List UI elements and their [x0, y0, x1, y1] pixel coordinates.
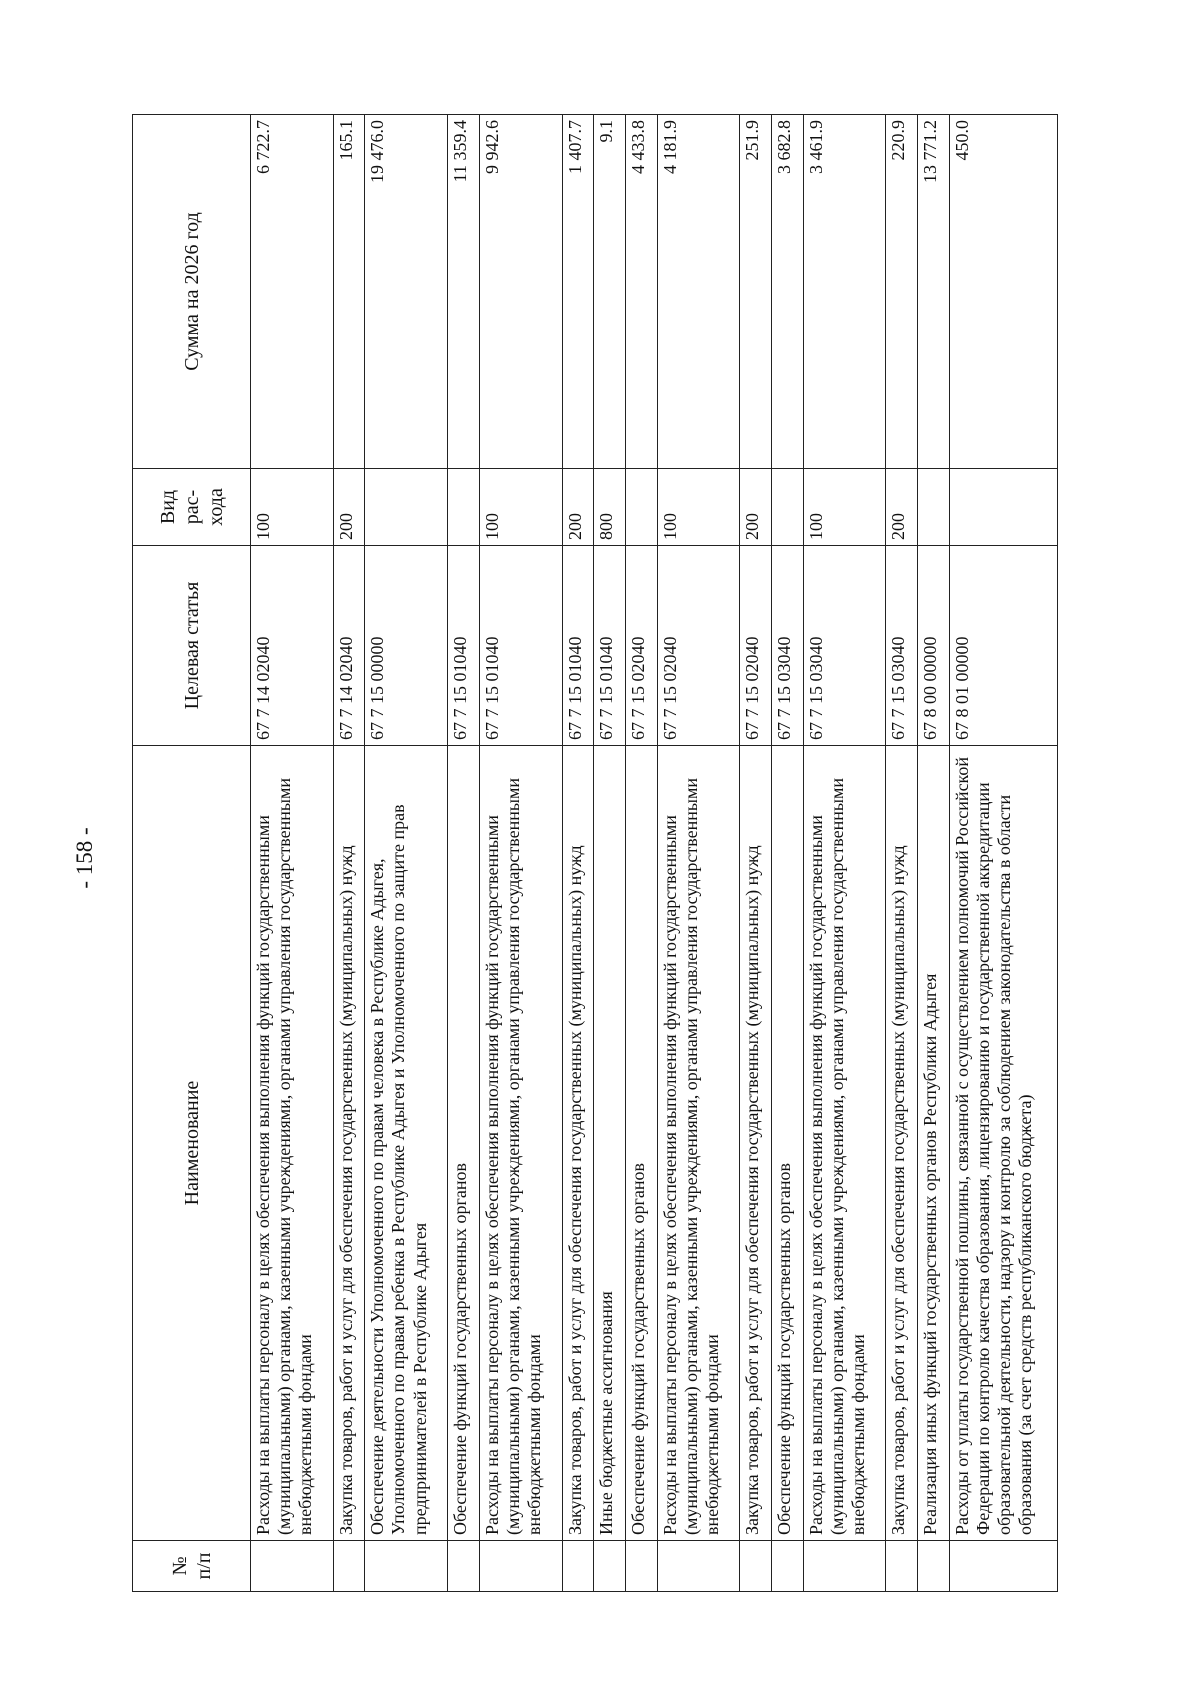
cell-num [333, 1541, 365, 1592]
cell-type: 200 [562, 469, 594, 546]
cell-target: 67 7 15 03040 [803, 546, 886, 746]
table-row [479, 115, 562, 1592]
header-name: Наименование [133, 746, 251, 1541]
cell-type [448, 469, 480, 546]
cell-name: Иные бюджетные ассигнования [594, 746, 626, 1541]
table-row [448, 115, 480, 1592]
cell-name: Расходы на выплаты персоналу в целях обеспечения выполнения функций государственными (муниципальными) органами, казенными учреждениями, органами управления государственными внебюджетными фондами [251, 746, 334, 1541]
cell-type: 100 [657, 469, 740, 546]
cell-name: Обеспечение функций государственных органов [771, 746, 803, 1541]
cell-type [625, 469, 657, 546]
cell-type: 100 [251, 469, 334, 546]
table-row [594, 115, 626, 1592]
cell-type [949, 469, 1057, 546]
table-row [251, 115, 334, 1592]
cell-type: 200 [333, 469, 365, 546]
cell-name: Закупка товаров, работ и услуг для обеспечения государственных (муниципальных) нужд [886, 746, 918, 1541]
table-body [251, 115, 1058, 1592]
cell-type [771, 469, 803, 546]
header-num: № п/п [133, 1541, 251, 1592]
cell-num [740, 1541, 772, 1592]
cell-num [917, 1541, 949, 1592]
cell-name: Закупка товаров, работ и услуг для обеспечения государственных (муниципальных) нужд [740, 746, 772, 1541]
table-row [740, 115, 772, 1592]
cell-name: Закупка товаров, работ и услуг для обеспечения государственных (муниципальных) нужд [562, 746, 594, 1541]
cell-num [365, 1541, 448, 1592]
cell-sum: 220.9 [886, 115, 918, 469]
cell-sum: 9.1 [594, 115, 626, 469]
cell-sum: 9 942.6 [479, 115, 562, 469]
cell-target: 67 7 15 02040 [625, 546, 657, 746]
table-row [365, 115, 448, 1592]
table-row [949, 115, 1057, 1592]
cell-num [448, 1541, 480, 1592]
cell-name: Реализация иных функций государственных органов Республики Адыгея [917, 746, 949, 1541]
table-row [886, 115, 918, 1592]
budget-table [132, 114, 1058, 1592]
cell-target: 67 7 15 01040 [562, 546, 594, 746]
cell-type [917, 469, 949, 546]
cell-name: Расходы от уплаты государственной пошлины, связанной с осуществлением полномочий Российской Федерации по контролю качества образования, лицензированию и государственной аккредитации образовательной деятельности, надзору и контролю за соблюдением законодательства в области образования (за счет средств республиканского бюджета) [949, 746, 1057, 1541]
cell-type: 200 [740, 469, 772, 546]
cell-sum: 3 461.9 [803, 115, 886, 469]
cell-sum: 6 722.7 [251, 115, 334, 469]
cell-target: 67 8 01 00000 [949, 546, 1057, 746]
cell-num [479, 1541, 562, 1592]
cell-sum: 13 771.2 [917, 115, 949, 469]
header-target: Целевая статья [133, 546, 251, 746]
cell-sum: 251.9 [740, 115, 772, 469]
page-number: - 158 - [72, 827, 97, 889]
rotated-table-wrapper [132, 115, 1058, 1592]
table-header-row [133, 115, 251, 1592]
cell-name: Расходы на выплаты персоналу в целях обеспечения выполнения функций государственными (муниципальными) органами, казенными учреждениями, органами управления государственными внебюджетными фондами [657, 746, 740, 1541]
cell-num [594, 1541, 626, 1592]
cell-sum: 4 181.9 [657, 115, 740, 469]
cell-sum: 11 359.4 [448, 115, 480, 469]
cell-type: 100 [803, 469, 886, 546]
table-row [803, 115, 886, 1592]
header-expense-type: Вид рас- хода [133, 469, 251, 546]
table-row [771, 115, 803, 1592]
cell-sum: 450.0 [949, 115, 1057, 469]
cell-sum: 165.1 [333, 115, 365, 469]
cell-num [949, 1541, 1057, 1592]
cell-target: 67 7 15 03040 [886, 546, 918, 746]
cell-target: 67 7 15 01040 [448, 546, 480, 746]
cell-target: 67 7 15 02040 [657, 546, 740, 746]
cell-target: 67 8 00 00000 [917, 546, 949, 746]
cell-type: 200 [886, 469, 918, 546]
cell-name: Расходы на выплаты персоналу в целях обеспечения выполнения функций государственными (муниципальными) органами, казенными учреждениями, органами управления государственными внебюджетными фондами [803, 746, 886, 1541]
cell-name: Обеспечение функций государственных органов [625, 746, 657, 1541]
cell-target: 67 7 15 00000 [365, 546, 448, 746]
cell-type: 800 [594, 469, 626, 546]
table-row [917, 115, 949, 1592]
cell-name: Обеспечение функций государственных органов [448, 746, 480, 1541]
table-row [625, 115, 657, 1592]
table-row [333, 115, 365, 1592]
cell-target: 67 7 14 02040 [333, 546, 365, 746]
cell-target: 67 7 15 01040 [479, 546, 562, 746]
cell-num [251, 1541, 334, 1592]
cell-num [562, 1541, 594, 1592]
cell-name: Расходы на выплаты персоналу в целях обеспечения выполнения функций государственными (муниципальными) органами, казенными учреждениями, органами управления государственными внебюджетными фондами [479, 746, 562, 1541]
cell-name: Обеспечение деятельности Уполномоченного по правам человека в Республике Адыгея, Уполномоченного по правам ребенка в Республике Адыгея и Уполномоченного по защите прав предпринимателей в Республике Адыгея [365, 746, 448, 1541]
cell-target: 67 7 14 02040 [251, 546, 334, 746]
cell-target: 67 7 15 03040 [771, 546, 803, 746]
cell-target: 67 7 15 01040 [594, 546, 626, 746]
cell-type [365, 469, 448, 546]
cell-sum: 3 682.8 [771, 115, 803, 469]
cell-num [886, 1541, 918, 1592]
cell-num [657, 1541, 740, 1592]
cell-name: Закупка товаров, работ и услуг для обеспечения государственных (муниципальных) нужд [333, 746, 365, 1541]
cell-sum: 19 476.0 [365, 115, 448, 469]
cell-num [803, 1541, 886, 1592]
cell-num [771, 1541, 803, 1592]
cell-sum: 4 433.8 [625, 115, 657, 469]
table-row [562, 115, 594, 1592]
cell-sum: 1 407.7 [562, 115, 594, 469]
cell-target: 67 7 15 02040 [740, 546, 772, 746]
table-row [657, 115, 740, 1592]
cell-type: 100 [479, 469, 562, 546]
header-sum: Сумма на 2026 год [133, 115, 251, 469]
cell-num [625, 1541, 657, 1592]
